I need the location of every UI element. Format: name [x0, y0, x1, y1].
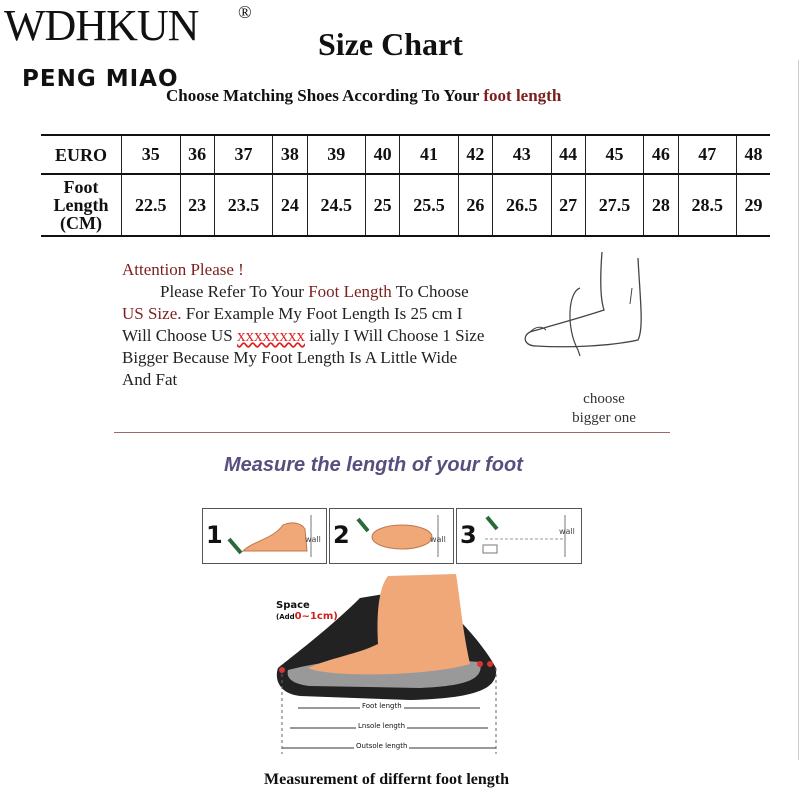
text: Will Choose US — [122, 326, 238, 345]
section-divider — [114, 432, 670, 433]
page-title: Size Chart — [318, 26, 463, 62]
space-title: Space — [276, 600, 310, 611]
euro-header: EURO — [41, 135, 122, 174]
foot-sketch-illustration — [520, 248, 670, 388]
length-cell: 22.5 — [122, 174, 181, 236]
length-cell: 26 — [458, 174, 492, 236]
attention-line: Bigger Because My Foot Length Is A Little Wide — [122, 348, 458, 367]
length-cell: 25.5 — [400, 174, 459, 236]
euro-cell: 37 — [214, 135, 273, 174]
length-cell: 27 — [551, 174, 585, 236]
euro-cell: 42 — [458, 135, 492, 174]
length-cell: 27.5 — [585, 174, 644, 236]
step-number: 2 — [333, 521, 350, 549]
attention-line — [122, 325, 530, 347]
attention-note — [122, 259, 530, 391]
measure-title: Measure the length of your foot — [224, 454, 523, 476]
text: ially I Will Choose 1 Size — [305, 326, 485, 345]
foot-length-header-line: Foot — [63, 177, 99, 197]
length-cell: 23.5 — [214, 174, 273, 236]
us-size-highlight: US Size. — [122, 304, 182, 323]
bigger-one-text: bigger one — [572, 410, 636, 426]
edge-line — [798, 60, 799, 760]
space-range: 0~1cm) — [294, 611, 338, 622]
text: Please Refer To Your — [160, 282, 309, 301]
euro-cell: 41 — [400, 135, 459, 174]
space-label — [276, 600, 338, 623]
foot-length-label: Foot length — [362, 702, 402, 710]
step-number: 3 — [460, 521, 477, 549]
euro-cell: 43 — [493, 135, 552, 174]
ruler-measure-icon — [477, 511, 577, 561]
wall-label: wall — [305, 535, 321, 544]
subtitle-text: Choose Matching Shoes According To Your — [166, 86, 484, 105]
page-subtitle — [166, 86, 561, 106]
subtitle-highlight: foot length — [483, 86, 562, 105]
euro-cell: 35 — [122, 135, 181, 174]
euro-cell: 47 — [678, 135, 737, 174]
euro-cell: 36 — [180, 135, 214, 174]
foot-length-header-line: Length — [53, 195, 109, 215]
euro-cell: 40 — [366, 135, 400, 174]
euro-cell: 44 — [551, 135, 585, 174]
text: For Example My Foot Length Is 25 cm I — [181, 304, 463, 323]
choose-bigger-label — [568, 390, 640, 428]
foot-length-header — [41, 174, 122, 236]
length-cell: 28 — [644, 174, 678, 236]
euro-cell: 46 — [644, 135, 678, 174]
size-table — [41, 134, 770, 237]
length-cell: 23 — [180, 174, 214, 236]
length-cell: 28.5 — [678, 174, 737, 236]
foot-length-row — [41, 174, 770, 236]
length-cell: 24 — [273, 174, 307, 236]
length-cell: 29 — [737, 174, 770, 236]
brand-subtitle: PENG MIAO — [22, 66, 179, 92]
attention-line — [122, 281, 530, 303]
foot-length-highlight: Foot Length — [308, 282, 392, 301]
measurement-caption: Measurement of differnt foot length — [264, 771, 509, 788]
shoe-measurement-illustration — [270, 568, 510, 768]
length-cell: 24.5 — [307, 174, 366, 236]
foot-length-header-line: (CM) — [60, 213, 102, 233]
outsole-length-label: Outsole length — [356, 742, 408, 750]
attention-line: And Fat — [122, 370, 178, 389]
text: To Choose — [391, 282, 469, 301]
length-cell: 26.5 — [493, 174, 552, 236]
euro-cell: 39 — [307, 135, 366, 174]
measure-step-2 — [329, 508, 454, 564]
euro-cell: 38 — [273, 135, 307, 174]
euro-cell: 48 — [737, 135, 770, 174]
attention-line — [122, 303, 530, 325]
space-sub: (Add — [276, 613, 295, 621]
choose-text: choose — [583, 391, 625, 407]
wall-label: wall — [559, 527, 575, 536]
registered-mark: ® — [238, 2, 252, 22]
space-sub-line — [276, 611, 338, 623]
euro-cell: 45 — [585, 135, 644, 174]
measure-step-1 — [202, 508, 327, 564]
measure-step-3 — [456, 508, 582, 564]
length-cell: 25 — [366, 174, 400, 236]
euro-row — [41, 135, 770, 174]
step-number: 1 — [206, 521, 223, 549]
insole-length-label: Lnsole length — [358, 722, 406, 730]
brand-logo: WDHKUN — [4, 1, 199, 50]
redacted-text: xxxxxxxx — [237, 326, 306, 345]
wall-label: wall — [430, 535, 446, 544]
attention-heading: Attention Please ! — [122, 260, 244, 279]
